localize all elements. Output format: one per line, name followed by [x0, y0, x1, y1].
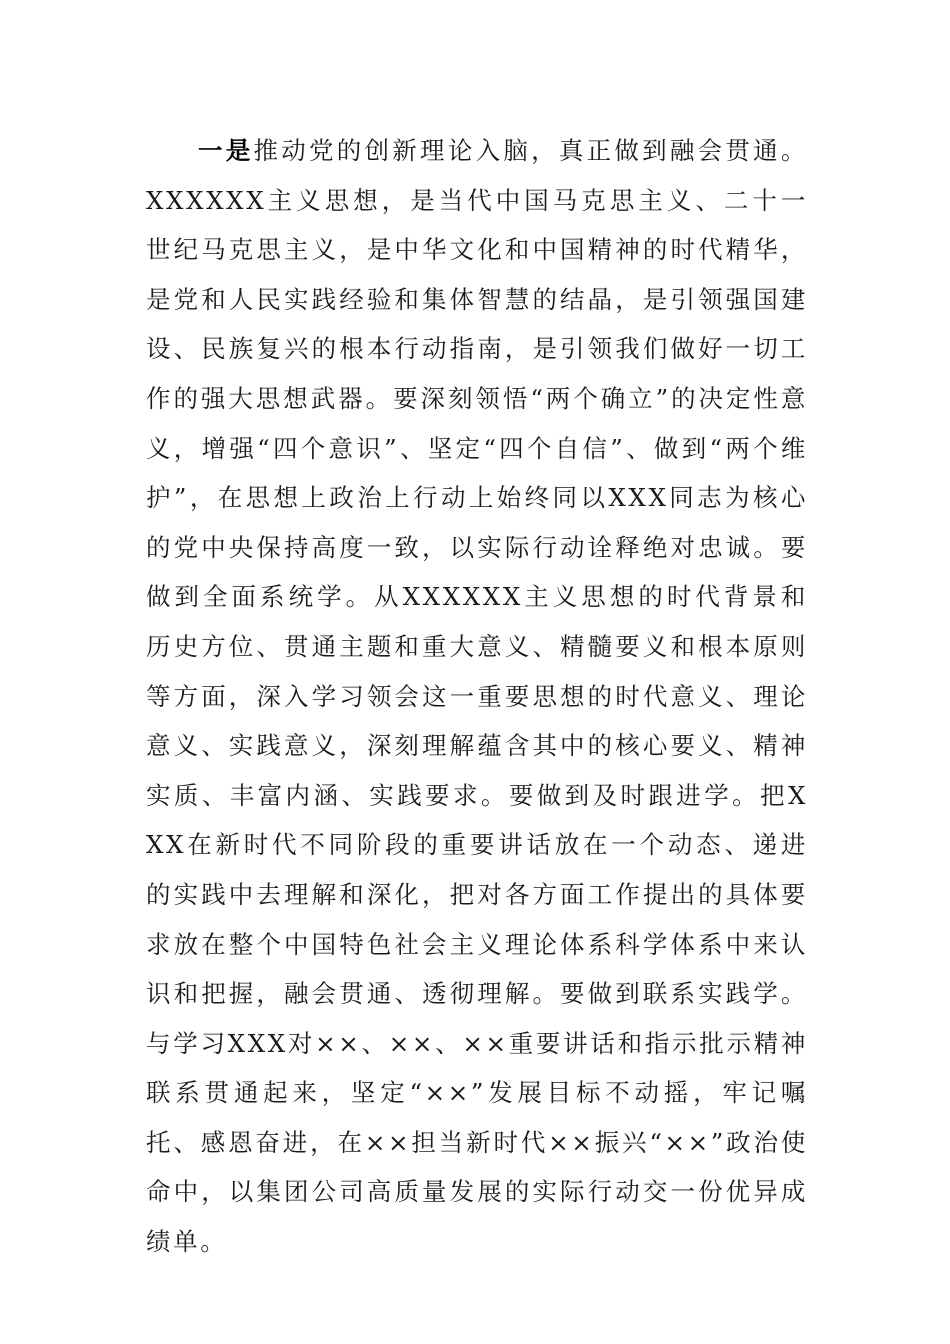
- paragraph-text: 推动党的创新理论入脑，真正做到融会贯通。XXXXXX主义思想，是当代中国马克思主义、二十一世纪马克思主义，是中华文化和中国精神的时代精华，是党和人民实践经验和集体智慧的结晶，是引领强国建设、民族复兴的根本行动指南，是引领我们做好一切工作的强大思想武器。要深刻领悟“两个确立”的决定性意义，增强“四个意识”、坚定“四个自信”、做到“两个维护”，在思想上政治上行动上始终同以XXX同志为核心的党中央保持高度一致，以实际行动诠释绝对忠诚。要做到全面系统学。从XXXXXX主义思想的时代背景和历史方位、贯通主题和重大意义、精髓要义和根本原则等方面，深入学习领会这一重要思想的时代意义、理论意义、实践意义，深刻理解蕴含其中的核心要义、精神实质、丰富内涵、实践要求。要做到及时跟进学。把XXX在新时代不同阶段的重要讲话放在一个动态、递进的实践中去理解和深化，把对各方面工作提出的具体要求放在整个中国特色社会主义理论体系科学体系中来认识和把握，融会贯通、透彻理解。要做到联系实践学。与学习XXX对××、××、××重要讲话和指示批示精神联系贯通起来，坚定“××”发展目标不动摇，牢记嘱托、感恩奋进，在××担当新时代××振兴“××”政治使命中，以集团公司高质量发展的实际行动交一份优异成绩单。: [146, 136, 808, 1257]
- body-paragraph: [146, 126, 808, 1267]
- paragraph-lead-in: 一是: [198, 136, 254, 165]
